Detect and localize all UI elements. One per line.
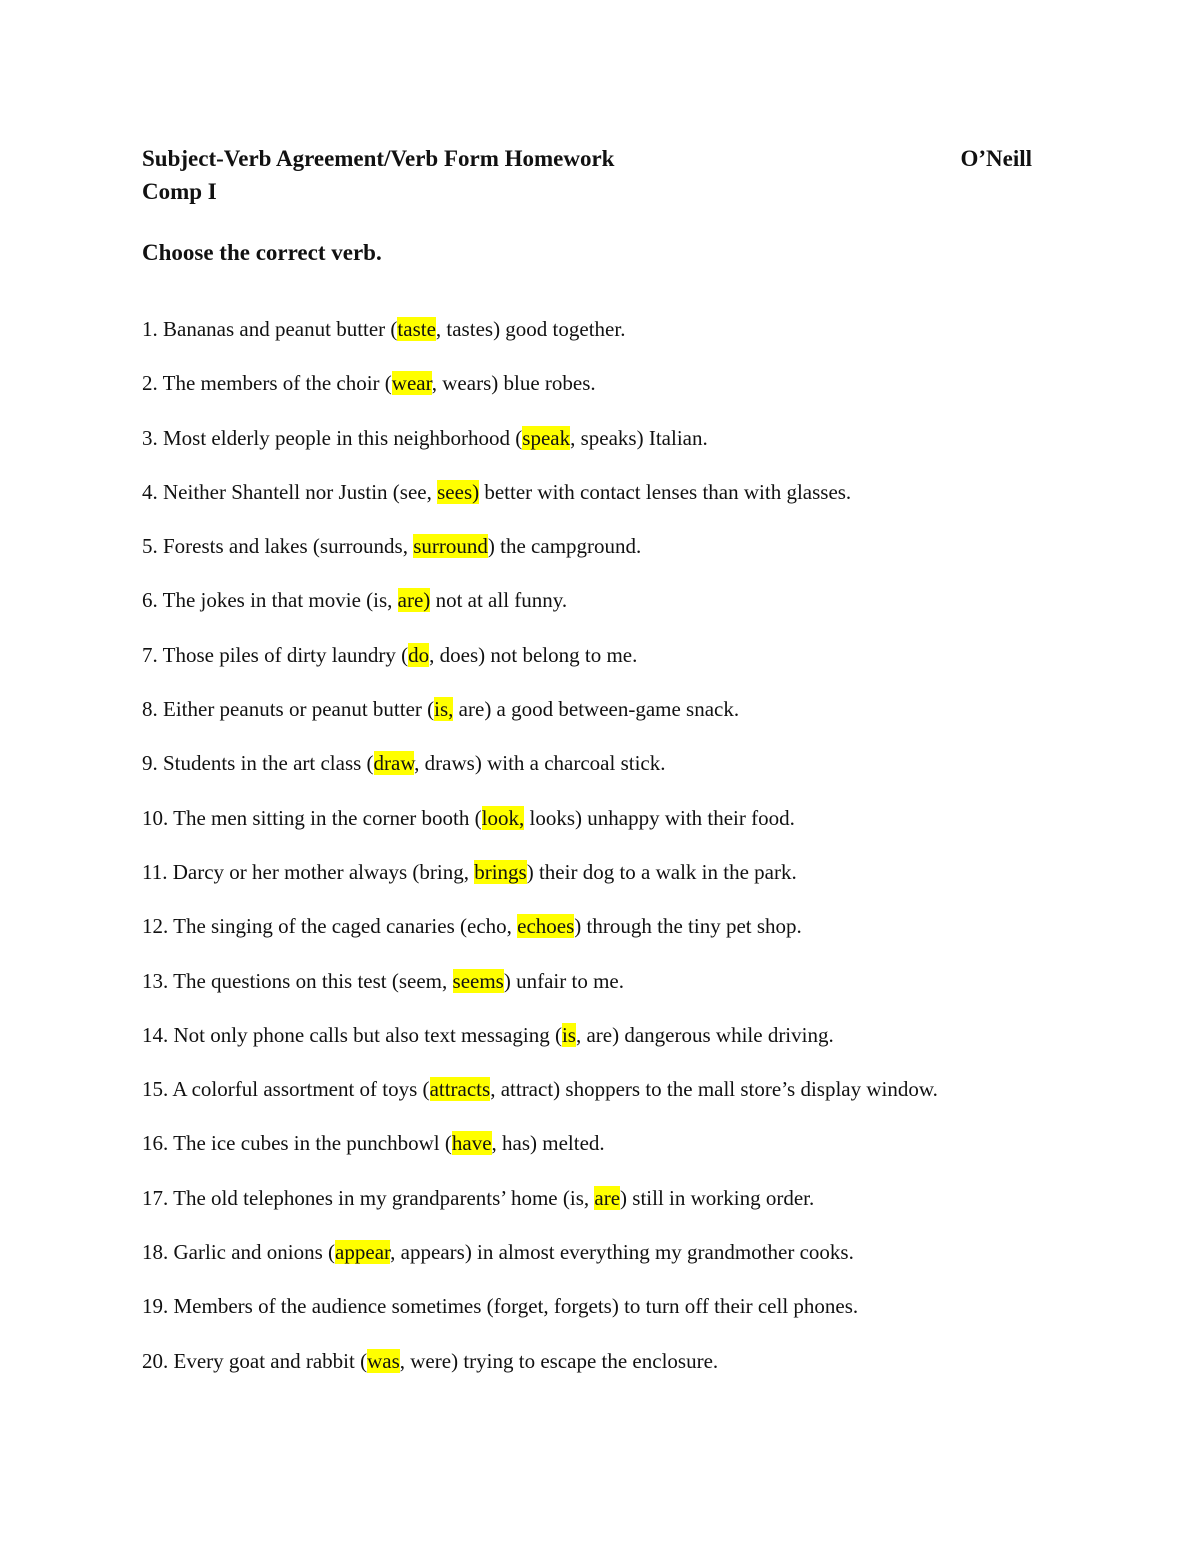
verb-option-1: wear [391,371,432,396]
item-number: 9. [142,751,158,776]
exercise-item [142,640,1142,694]
item-number: 7. [142,642,158,667]
item-suffix: ) through the tiny pet shop. [574,914,802,939]
verb-option-2: are [594,1185,621,1210]
item-number: 11. [142,859,168,884]
verb-option-2: brings [474,859,527,884]
option-separator: , [506,914,518,939]
item-suffix: ) unfair to me. [503,968,624,993]
option-separator: , [491,1131,503,1156]
exercise-item [142,803,1142,857]
item-number: 14. [142,1022,169,1047]
verb-option-1: is [561,1022,576,1047]
item-suffix: ) not belong to me. [478,642,638,667]
item-number: 2. [142,371,158,396]
verb-option-1: draw [373,751,415,776]
verb-option-1: seem [398,968,443,993]
verb-option-1: surrounds [319,534,403,559]
exercise-item [142,477,1142,531]
verb-option-2: looks [529,805,575,830]
exercise-item [142,1183,1142,1237]
exercise-list [142,314,1142,1400]
option-separator: , [402,534,414,559]
instructor-name: O’Neill [960,146,1032,171]
course-name: Comp I [142,179,217,204]
item-prefix: A colorful assortment of toys ( [168,1077,430,1102]
option-separator: , [414,751,425,776]
exercise-item [142,368,1142,422]
item-number: 13. [142,968,169,993]
exercise-item [142,748,1142,802]
item-suffix: ) a good between-game snack. [484,697,740,722]
option-separator: , [463,859,475,884]
verb-option-1: see [399,479,427,504]
verb-option-2: appears [400,1240,465,1265]
verb-option-2: are [586,1022,613,1047]
verb-option-2: draws [424,751,475,776]
verb-option-2: has [502,1131,531,1156]
instruction-heading: Choose the correct verb. [142,240,382,265]
item-prefix: Not only phone calls but also text messaging ( [168,1022,562,1047]
item-number: 4. [142,479,158,504]
option-separator: , [442,968,453,993]
exercise-item [142,1346,1142,1400]
option-separator: , [583,1185,595,1210]
option-separator: , [399,1348,411,1373]
item-number: 10. [142,805,169,830]
verb-option-1: do [408,642,430,667]
verb-option-2: were [410,1348,452,1373]
item-number: 18. [142,1240,169,1265]
exercise-item [142,966,1142,1020]
item-suffix: ) blue robes. [491,371,596,396]
item-prefix: Those piles of dirty laundry ( [157,642,409,667]
option-separator: , [390,1240,401,1265]
item-suffix: ) shoppers to the mall store’s display window. [553,1077,938,1102]
verb-option-1: speak [522,425,571,450]
item-prefix: The men sitting in the corner booth ( [168,805,482,830]
verb-option-1: is [373,588,388,613]
document-title: Subject-Verb Agreement/Verb Form Homework [142,146,615,171]
item-number: 6. [142,588,158,613]
item-suffix: ) the campground. [487,534,642,559]
course-row [142,177,1032,207]
verb-option-1: have [451,1131,492,1156]
verb-option-2: tastes [446,317,494,341]
item-number: 20. [142,1348,169,1373]
verb-option-2: surround [413,534,488,559]
verb-option-1: look, [481,805,525,830]
verb-option-2: attract [500,1077,554,1102]
item-prefix: Garlic and onions ( [168,1240,336,1265]
verb-option-2: are [458,697,485,722]
item-suffix: ) with a charcoal stick. [474,751,666,776]
exercise-item [142,857,1142,911]
item-number: 19. [142,1294,169,1319]
item-suffix: not at all funny. [430,588,568,613]
item-prefix: Every goat and rabbit ( [168,1348,368,1373]
exercise-item [142,314,1142,368]
item-prefix: The old telephones in my grandparents’ home ( [168,1185,570,1210]
item-number: 12. [142,914,169,939]
item-prefix: Students in the art class ( [157,751,374,776]
item-prefix: Most elderly people in this neighborhood ( [157,425,523,450]
item-suffix: ) in almost everything my grandmother cooks. [464,1240,854,1265]
item-number: 8. [142,697,158,722]
verb-option-1: was [367,1348,400,1373]
item-suffix: better with contact lenses than with glasses. [479,479,852,504]
item-prefix: Bananas and peanut butter ( [157,317,398,341]
verb-option-2: forgets [553,1294,612,1319]
option-separator: , [426,479,438,504]
item-prefix: Forests and lakes ( [157,534,320,559]
item-prefix: The members of the choir ( [157,371,392,396]
item-suffix: ) good together. [493,317,626,341]
item-prefix: Members of the audience sometimes ( [168,1294,494,1319]
item-prefix: Darcy or her mother always ( [167,859,420,884]
option-separator: , [429,642,440,667]
verb-option-2: speaks [580,425,637,450]
verb-option-2: seems [452,968,504,993]
exercise-item [142,694,1142,748]
verb-option-1: forget [493,1294,544,1319]
item-prefix: Either peanuts or peanut butter ( [157,697,435,722]
verb-option-1: is [569,1185,584,1210]
item-suffix: ) to turn off their cell phones. [611,1294,859,1319]
option-separator: , [435,317,447,341]
exercise-item [142,1074,1142,1128]
item-number: 5. [142,534,158,559]
verb-option-1: is, [434,697,454,722]
item-prefix: The jokes in that movie ( [157,588,374,613]
verb-option-2: echoes [517,914,575,939]
item-suffix: ) melted. [530,1131,605,1156]
item-number: 3. [142,425,158,450]
item-prefix: Neither Shantell nor Justin ( [157,479,400,504]
item-number: 15. [142,1077,169,1102]
item-number: 17. [142,1185,169,1210]
item-suffix: ) still in working order. [620,1185,815,1210]
exercise-item [142,911,1142,965]
verb-option-1: attracts [429,1077,491,1102]
verb-option-1: appear [335,1240,391,1265]
verb-option-2: are) [397,588,431,613]
exercise-item [142,1237,1142,1291]
header-row [142,144,1032,174]
item-suffix: ) Italian. [636,425,708,450]
exercise-item [142,423,1142,477]
exercise-item [142,1291,1142,1345]
verb-option-1: taste [397,317,436,341]
item-suffix: ) unhappy with their food. [575,805,795,830]
item-suffix: ) trying to escape the enclosure. [451,1348,719,1373]
item-prefix: The ice cubes in the punchbowl ( [168,1131,452,1156]
verb-option-2: wears [442,371,492,396]
option-separator: , [387,588,398,613]
verb-option-2: does [439,642,479,667]
item-prefix: The questions on this test ( [168,968,399,993]
item-suffix: ) dangerous while driving. [612,1022,834,1047]
option-separator: , [543,1294,554,1319]
option-separator: , [431,371,443,396]
verb-option-2: sees) [437,479,480,504]
exercise-item [142,585,1142,639]
option-separator: , [490,1077,501,1102]
item-prefix: The singing of the caged canaries ( [168,914,467,939]
exercise-item [142,1020,1142,1074]
verb-option-1: bring [419,859,464,884]
item-suffix: ) their dog to a walk in the park. [526,859,797,884]
exercise-item [142,531,1142,585]
option-separator: , [570,425,581,450]
option-separator: , [575,1022,587,1047]
verb-option-1: echo [467,914,507,939]
exercise-item [142,1128,1142,1182]
item-number: 16. [142,1131,169,1156]
item-number: 1. [142,317,158,341]
